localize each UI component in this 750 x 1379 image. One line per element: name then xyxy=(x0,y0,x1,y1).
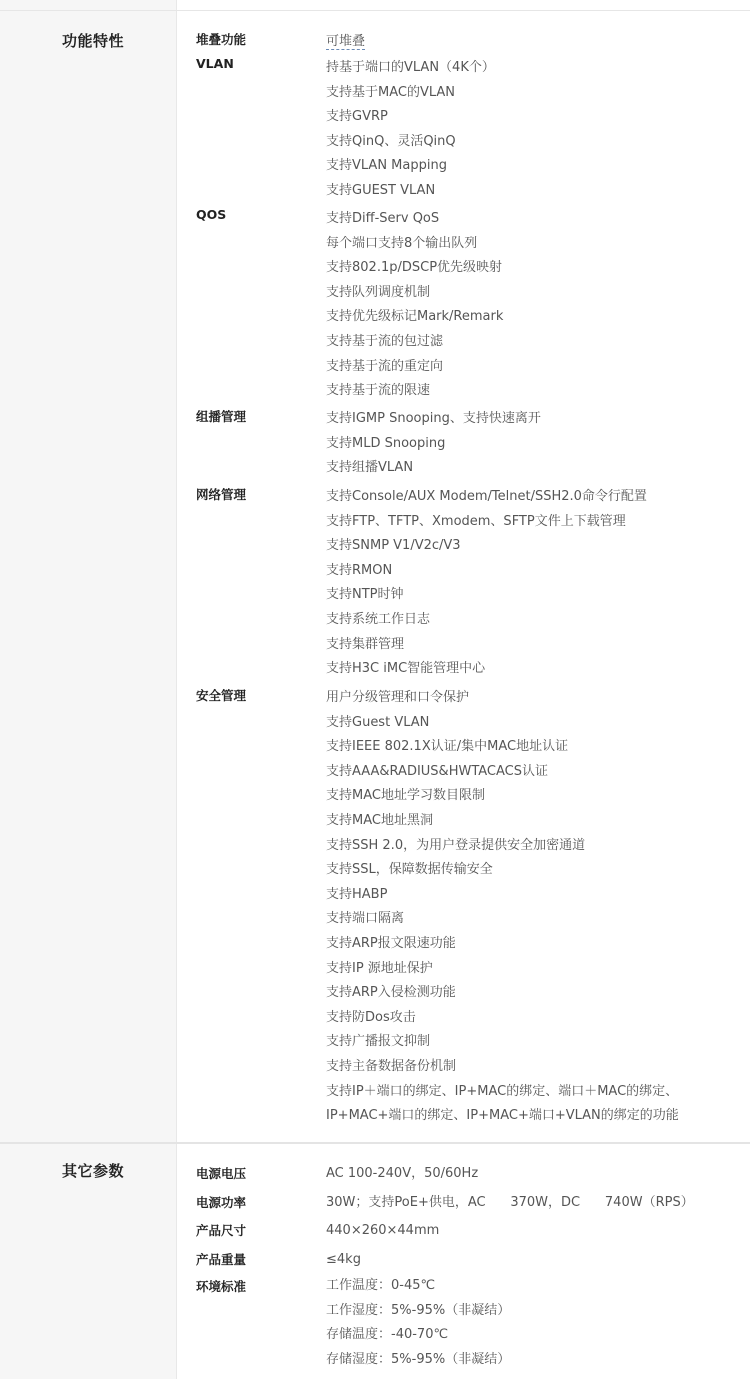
spec-value: 支持VLAN Mapping xyxy=(326,158,447,174)
spec-label: QOS xyxy=(196,207,227,222)
spec-values xyxy=(326,56,495,204)
section-divider xyxy=(0,1142,750,1144)
spec-value: 支持H3C iMC智能管理中心 xyxy=(326,661,486,677)
spec-value: 支持基于流的重定向 xyxy=(326,358,444,374)
spec-value: 支持集群管理 xyxy=(326,636,405,652)
spec-value: 支持SNMP V1/V2c/V3 xyxy=(326,538,461,554)
spec-value: 支持FTP、TFTP、Xmodem、SFTP文件上下载管理 xyxy=(326,513,626,529)
spec-values xyxy=(326,1274,510,1372)
spec-value: 支持NTP时钟 xyxy=(326,587,404,603)
spec-value: 支持AAA&RADIUS&HWTACACS认证 xyxy=(326,763,548,779)
spec-values xyxy=(326,1246,361,1275)
spec-value: 支持基于流的限速 xyxy=(326,383,431,399)
spec-value: 支持MAC地址黑洞 xyxy=(326,812,433,828)
spec-value: 存储温度：-40-70℃ xyxy=(326,1327,449,1343)
spec-value: 支持GUEST VLAN xyxy=(326,182,436,198)
spec-value: 持基于端口的VLAN（4K个） xyxy=(326,60,495,75)
spec-values xyxy=(326,686,679,1129)
spec-label: VLAN xyxy=(196,56,234,71)
spec-value: 支持组播VLAN xyxy=(326,460,414,476)
spec-value: 支持Guest VLAN xyxy=(326,714,430,730)
spec-label: 组播管理 xyxy=(196,409,247,424)
spec-value: 支持ARP入侵检测功能 xyxy=(326,985,456,1001)
spec-value: 支持MAC地址学习数目限制 xyxy=(326,788,485,804)
spec-label: 堆叠功能 xyxy=(196,32,247,47)
spec-value: 支持GVRP xyxy=(326,109,388,125)
spec-value: 支持广播报文抑制 xyxy=(326,1034,431,1050)
spec-value: IP+MAC+端口的绑定、IP+MAC+端口+VLAN的绑定的功能 xyxy=(326,1108,679,1124)
spec-values xyxy=(326,1217,439,1246)
spec-value: 支持队列调度机制 xyxy=(326,284,431,300)
spec-label: 产品尺寸 xyxy=(196,1223,247,1238)
spec-values xyxy=(326,1160,478,1189)
spec-value: 支持Diff-Serv QoS xyxy=(326,211,440,226)
spec-values xyxy=(326,407,541,481)
spec-label: 网络管理 xyxy=(196,487,247,502)
spec-value: 支持IGMP Snooping、支持快速离开 xyxy=(326,411,541,426)
spec-value: 30W；支持PoE+供电，AC 370W，DC 740W（RPS） xyxy=(326,1194,694,1210)
spec-values xyxy=(326,30,365,55)
top-rule xyxy=(0,10,750,11)
spec-value: 支持基于流的包过滤 xyxy=(326,333,444,349)
spec-value: 支持802.1p/DSCP优先级映射 xyxy=(326,260,503,276)
spec-value: 支持IP＋端口的绑定、IP+MAC的绑定、端口＋MAC的绑定、 xyxy=(326,1083,679,1099)
spec-value: 支持SSH 2.0，为用户登录提供安全加密通道 xyxy=(326,837,586,853)
section-title: 其它参数 xyxy=(62,1162,125,1180)
spec-value: ≤4kg xyxy=(326,1251,361,1267)
spec-value: 工作温度：0-45℃ xyxy=(326,1278,436,1293)
spec-value: 支持防Dos攻击 xyxy=(326,1009,416,1025)
spec-value: 支持系统工作日志 xyxy=(326,611,431,627)
spec-label: 电源功率 xyxy=(196,1194,247,1210)
spec-value: 支持MLD Snooping xyxy=(326,435,446,451)
spec-value: 支持优先级标记Mark/Remark xyxy=(326,309,504,325)
spec-value: 支持Console/AUX Modem/Telnet/SSH2.0命令行配置 xyxy=(326,489,647,504)
spec-values xyxy=(326,207,503,404)
spec-label: 环境标准 xyxy=(196,1279,247,1294)
spec-value: 支持主备数据备份机制 xyxy=(326,1058,457,1074)
spec-value: 440×260×44mm xyxy=(326,1223,440,1238)
spec-values xyxy=(326,485,647,682)
spec-value: 支持IEEE 802.1X认证/集中MAC地址认证 xyxy=(326,739,569,755)
spec-value: 支持基于MAC的VLAN xyxy=(326,84,456,100)
spec-value: 支持SSL，保障数据传输安全 xyxy=(326,862,493,878)
spec-value: 每个端口支持8个输出队列 xyxy=(326,235,478,251)
spec-value: 工作湿度：5%-95%（非凝结） xyxy=(326,1302,511,1318)
spec-value: 支持ARP报文限速功能 xyxy=(326,935,456,951)
spec-value: 支持IP 源地址保护 xyxy=(326,960,433,976)
spec-value: 支持HABP xyxy=(326,886,388,902)
spec-value: 支持QinQ、灵活QinQ xyxy=(326,133,456,149)
spec-label: 电源电压 xyxy=(196,1166,247,1181)
spec-value: 用户分级管理和口令保护 xyxy=(326,690,470,705)
gutter-divider xyxy=(176,0,177,1379)
spec-value: 存储湿度：5%-95%（非凝结） xyxy=(326,1351,511,1367)
spec-label: 安全管理 xyxy=(196,688,247,703)
spec-values xyxy=(326,1189,694,1218)
spec-label: 产品重量 xyxy=(196,1251,247,1267)
spec-value: 支持端口隔离 xyxy=(326,911,405,927)
spec-value xyxy=(326,30,365,55)
section-title: 功能特性 xyxy=(62,32,125,50)
spec-value-text: 可堆叠 xyxy=(326,34,366,49)
spec-value: 支持RMON xyxy=(326,562,393,578)
spec-value: AC 100-240V，50/60Hz xyxy=(326,1166,479,1181)
